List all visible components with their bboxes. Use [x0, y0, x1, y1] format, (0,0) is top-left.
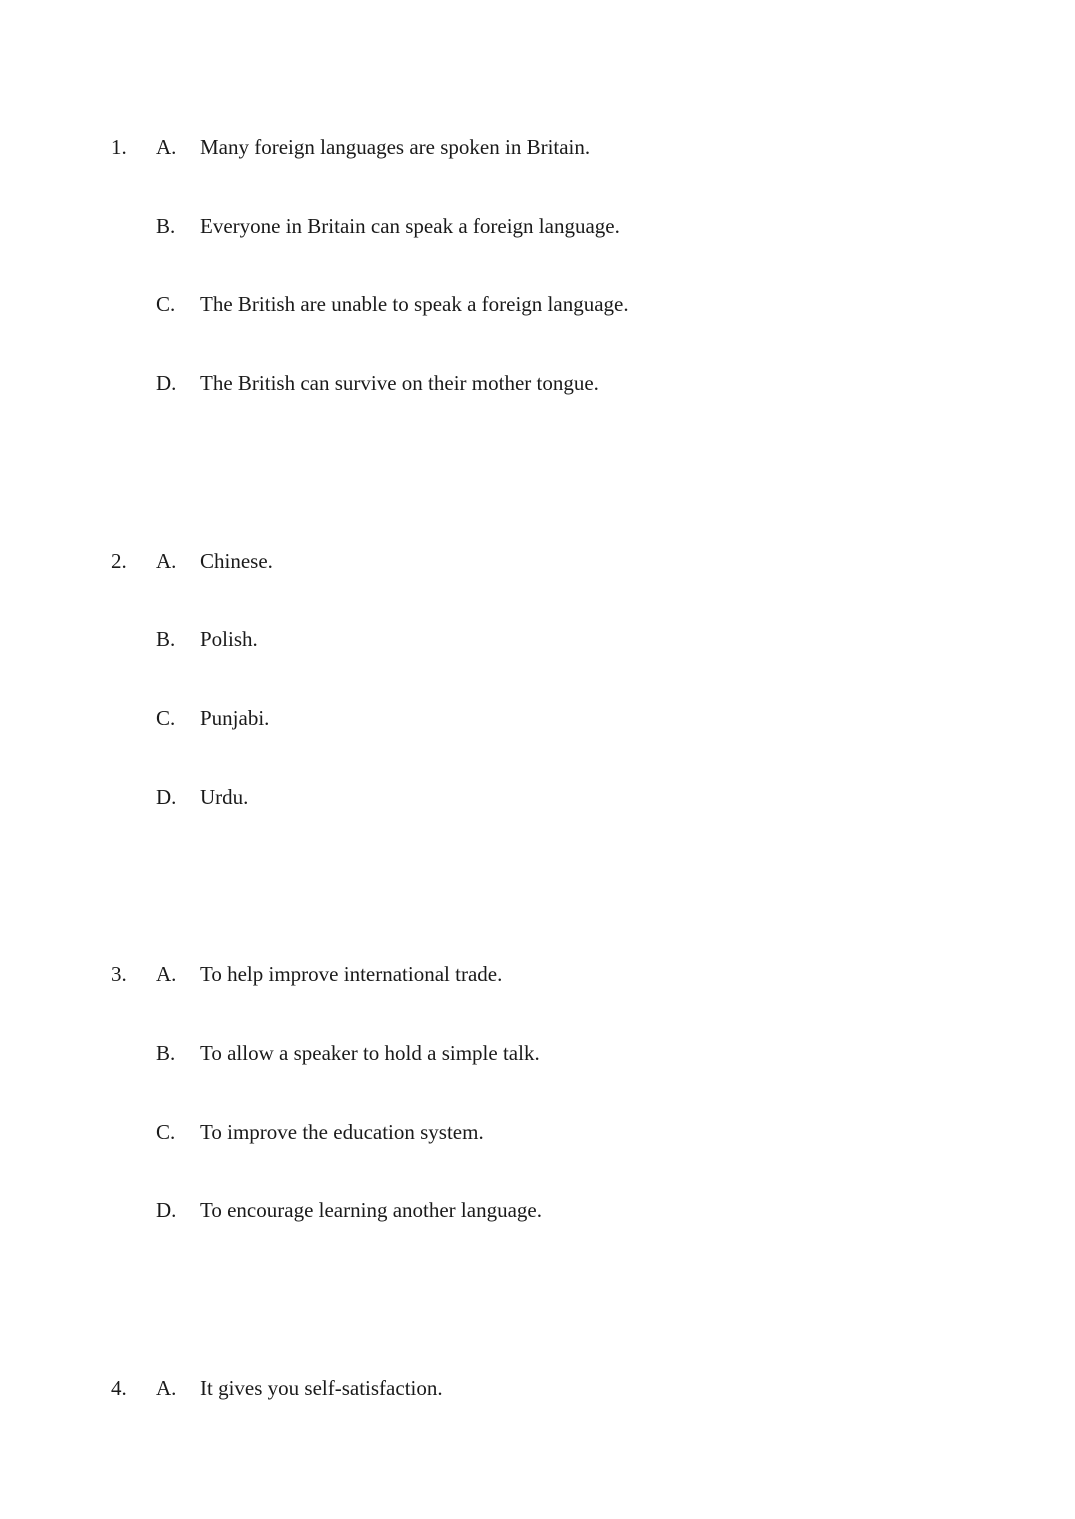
option-letter: A. — [156, 962, 177, 986]
option-text: The British are unable to speak a foreign language. — [200, 292, 629, 316]
option-text: Chinese. — [200, 549, 273, 573]
question-number: 1. — [111, 135, 127, 159]
question-number: 3. — [111, 962, 127, 986]
option-letter: D. — [156, 785, 177, 809]
question-1-option-c — [0, 294, 1075, 320]
option-letter: C. — [156, 1120, 176, 1144]
question-4-option-a — [0, 1378, 1075, 1404]
question-2-option-b — [0, 629, 1075, 655]
option-letter: D. — [156, 1198, 177, 1222]
question-3-option-a — [0, 964, 1075, 990]
question-3-option-d — [0, 1200, 1075, 1226]
option-text: To improve the education system. — [200, 1120, 484, 1144]
question-3-option-b — [0, 1043, 1075, 1069]
question-number: 4. — [111, 1376, 127, 1400]
option-text: Many foreign languages are spoken in Britain. — [200, 135, 591, 159]
option-letter: D. — [156, 371, 177, 395]
option-text: To help improve international trade. — [200, 962, 503, 986]
option-text: Punjabi. — [200, 706, 270, 730]
question-number: 2. — [111, 549, 127, 573]
option-text: To allow a speaker to hold a simple talk. — [200, 1041, 540, 1065]
option-text: Urdu. — [200, 785, 249, 809]
question-3-option-c — [0, 1122, 1075, 1148]
option-text: Polish. — [200, 627, 258, 651]
option-letter: C. — [156, 706, 176, 730]
question-1-option-d — [0, 373, 1075, 399]
option-letter: A. — [156, 549, 177, 573]
question-1-option-b — [0, 216, 1075, 242]
option-text: Everyone in Britain can speak a foreign language. — [200, 214, 620, 238]
option-text: It gives you self-satisfaction. — [200, 1376, 443, 1400]
question-1-option-a — [0, 137, 1075, 163]
option-letter: A. — [156, 135, 177, 159]
option-letter: C. — [156, 292, 176, 316]
question-2-option-a — [0, 551, 1075, 577]
option-letter: B. — [156, 1041, 176, 1065]
option-text: The British can survive on their mother tongue. — [200, 371, 599, 395]
option-letter: B. — [156, 627, 176, 651]
option-text: To encourage learning another language. — [200, 1198, 542, 1222]
option-letter: A. — [156, 1376, 177, 1400]
option-letter: B. — [156, 214, 176, 238]
question-2-option-d — [0, 787, 1075, 813]
question-2-option-c — [0, 708, 1075, 734]
